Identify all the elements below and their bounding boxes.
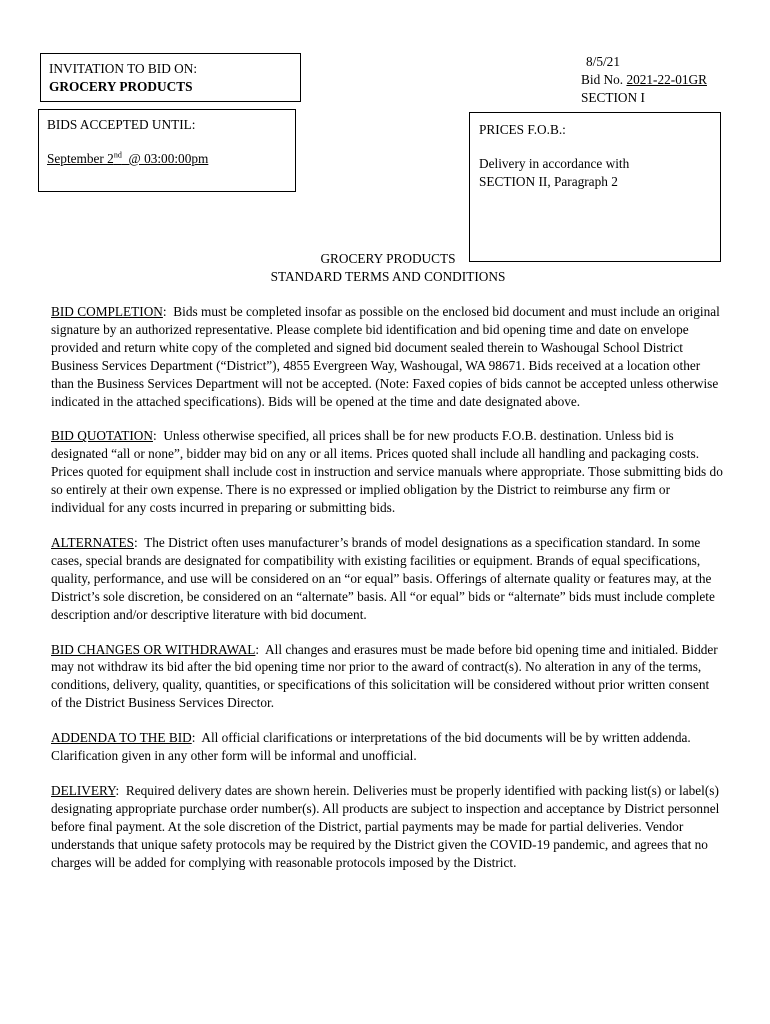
document-title (0, 250, 770, 286)
bid-date: 8/5/21 (586, 54, 620, 69)
bid-section: SECTION I (581, 90, 645, 105)
delivery-terms-line2: SECTION II, Paragraph 2 (479, 174, 618, 189)
bid-reference-block (581, 53, 707, 107)
section-heading: BID COMPLETION (51, 304, 163, 319)
section-bid-completion: BID COMPLETION: Bids must be completed insofar as possible on the enclosed bid document and must include an original signature by an authorized representative. Please complete bid identification and bid opening time and date on envelope provided and return white copy of the completed and signed bid document sealed therein to Washougal School District Business Services Department (“District”), 4855 Evergreen Way, Washougal, WA 98671. Bids received at a location other than the Business Services Department will not be accepted. (Note: Faxed copies of bids cannot be accepted unless otherwise indicated in the attached specifications). Bids will be opened at the time and date designated above. (51, 304, 720, 409)
bid-number: 2021-22-01GR (626, 72, 707, 87)
bid-number-label: Bid No. (581, 72, 624, 87)
section-alternates: ALTERNATES: The District often uses manufacturer’s brands of model designations as a specification standard. In some cases, special brands are designated for compatibility with existing facilities or equipment. Brands of equal specifications, quality, performance, and use will be considered on an “or equal” basis. Offerings of alternate quality or features may, at the District’s sole discretion, be considered on an “alternate” basis. All “or equal” bids or “alternate” bids must include complete description and/or descriptive literature with bid document. (51, 534, 715, 622)
bids-deadline-ordinal: nd (113, 150, 122, 160)
section-bid-changes: BID CHANGES OR WITHDRAWAL: All changes and erasures must be made before bid opening time and initialed. Bidder may not withdraw its bid after the bid opening time nor prior to the award of contract(s). No alteration in any of the terms, conditions, delivery, quality, quantities, or specifications of this solicitation will be considered without prior written consent of the District Business Services Director. (51, 641, 718, 711)
section-text: Unless otherwise specified, all prices shall be for new products F.O.B. destination. Unless bid is designated “all or none”, bidder may bid on any or all items. Prices quoted shall include all handling and packaging costs. Prices quoted for equipment shall include cost in instruction and service manuals where appropriate. Those submitting bids do so entirely at their own expense. There is no expressed or implied obligation by the District to reimburse any firm or individual for any costs incurred in preparing or submitting bids. (51, 428, 723, 516)
bid-number-line (581, 71, 707, 89)
section-text: Required delivery dates are shown herein. Deliveries must be properly identified with packing list(s) or label(s) designating appropriate purchase order number(s). All products are subject to inspection and acceptance by District personnel before final payment. At the sole discretion of the District, partial payments may be made for partial deliveries. Vendor understands that unique safety protocols may be required by the District given the COVID-19 pandemic, and agrees that no charges will be added for complying with reasonable protocols imposed by the District. (51, 782, 720, 870)
prices-fob-box (469, 112, 721, 262)
section-addenda: ADDENDA TO THE BID: All official clarifications or interpretations of the bid documents will be by written addenda. Clarification given in any other form will be informal and unofficial. (51, 730, 691, 764)
bids-deadline-date: September 2 (47, 151, 114, 166)
bids-accepted-label: BIDS ACCEPTED UNTIL: (47, 117, 196, 132)
section-text: Bids must be completed insofar as possible on the enclosed bid document and must include an original signature by an authorized representative. Please complete bid identification and bid opening time and date on envelope provided and return white copy of the completed and signed bid document sealed therein to Washougal School District Business Services Department (“District”), 4855 Evergreen Way, Washougal, WA 98671. Bids received at a location other than the Business Services Department will not be accepted. (Note: Faxed copies of bids cannot be accepted unless otherwise indicated in the attached specifications). Bids will be opened at the time and date designated above. (51, 304, 720, 409)
bids-deadline-time: @ 03:00:00pm (128, 151, 209, 166)
document-title-line1: GROCERY PRODUCTS (320, 251, 456, 266)
section-bid-quotation: BID QUOTATION: Unless otherwise specified, all prices shall be for new products F.O.B. destination. Unless bid is designated “all or none”, bidder may bid on any or all items. Prices quoted shall include all handling and packaging costs. Prices quoted for equipment shall include cost in instruction and service manuals where appropriate. Those submitting bids do so entirely at their own expense. There is no expressed or implied obligation by the District to reimburse any firm or individual for any costs incurred in preparing or submitting bids. (51, 428, 723, 516)
section-heading: BID CHANGES OR WITHDRAWAL (51, 641, 256, 657)
section-delivery: DELIVERY: Required delivery dates are shown herein. Deliveries must be properly identified with packing list(s) or label(s) designating appropriate purchase order number(s). All products are subject to inspection and acceptance by District personnel before final payment. At the sole discretion of the District, partial payments may be made for partial deliveries. Vendor understands that unique safety protocols may be required by the District given the COVID-19 pandemic, and agrees that no charges will be added for complying with reasonable protocols imposed by the District. (51, 782, 720, 870)
section-text: All official clarifications or interpretations of the bid documents will be by written addenda. Clarification given in any other form will be informal and unofficial. (51, 730, 691, 764)
delivery-terms-line1: Delivery in accordance with (479, 156, 630, 171)
section-heading: DELIVERY (51, 782, 116, 798)
invitation-label: INVITATION TO BID ON: (49, 61, 198, 76)
bids-deadline (47, 150, 287, 168)
section-heading: ALTERNATES (51, 534, 134, 550)
invitation-box (40, 53, 301, 102)
section-heading: ADDENDA TO THE BID (51, 730, 192, 746)
section-text: The District often uses manufacturer’s brands of model designations as a specification standard. In some cases, special brands are designated for compatibility with existing facilities or equipment. Brands of equal specifications, quality, performance, and use will be considered on an “or equal” basis. Offerings of alternate quality or features may, at the District’s sole discretion, be considered on an “alternate” basis. All “or equal” bids or “alternate” bids must include complete description and/or descriptive literature with bid document. (51, 534, 715, 622)
invitation-product: GROCERY PRODUCTS (49, 79, 193, 94)
section-text: All changes and erasures must be made before bid opening time and initialed. Bidder may not withdraw its bid after the bid opening time nor prior to the award of contract(s). No alteration in any of the terms, conditions, delivery, quality, quantities, or specifications of this solicitation will be considered without prior written consent of the District Business Services Director. (51, 641, 718, 711)
prices-fob-label: PRICES F.O.B.: (479, 122, 566, 137)
bids-deadline-value (47, 151, 208, 166)
document-title-line2: STANDARD TERMS AND CONDITIONS (270, 269, 506, 284)
bids-accepted-box (38, 109, 296, 192)
section-heading: BID QUOTATION (51, 428, 153, 444)
terms-body (51, 303, 723, 888)
